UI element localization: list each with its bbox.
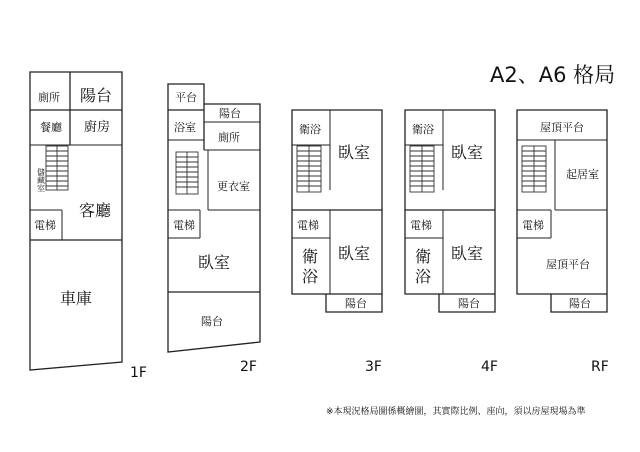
room-label-bath-big-1: 衛 <box>302 247 319 266</box>
staircase <box>410 146 434 192</box>
room-label-toilet: 廁所 <box>218 131 240 144</box>
room-label-elevator: 電梯 <box>410 219 432 232</box>
room-label-balcony-top: 陽台 <box>219 107 241 120</box>
room-label-balcony: 陽台 <box>458 297 480 310</box>
room-label-bath-big-2: 浴 <box>415 267 432 286</box>
room-label-living: 客廳 <box>79 201 112 220</box>
room-label-toilet: 廁所 <box>38 91 60 104</box>
room-label-elevator: 電梯 <box>34 219 56 232</box>
staircase <box>522 146 546 192</box>
room-label-bedroom: 臥室 <box>198 253 231 272</box>
room-label-bedroom-top: 臥室 <box>451 143 484 162</box>
room-label-closet: 更衣室 <box>217 180 250 193</box>
room-label-elevator: 電梯 <box>297 219 319 232</box>
floor-plan-2f <box>168 84 260 375</box>
room-label-sunroom: 起居室 <box>566 168 599 181</box>
floor-label-2f: 2F <box>240 359 257 375</box>
room-label-platform: 平台 <box>175 91 197 104</box>
room-label-roof-platform-bottom: 屋頂平台 <box>546 258 590 271</box>
disclaimer-note: ※本現況格局圖係概繪圖，其實際比例、座向，須以房屋現場為準 <box>326 407 586 417</box>
floor-label-1f: 1F <box>130 365 147 381</box>
room-label-elevator: 電梯 <box>173 219 195 232</box>
room-label-storage: 儲藏室 <box>36 168 46 192</box>
floor-plan-4f <box>405 110 498 375</box>
staircase <box>46 146 68 190</box>
room-label-bath-top: 衛浴 <box>412 123 434 136</box>
room-label-elevator: 電梯 <box>522 219 544 232</box>
room-label-balcony: 陽台 <box>569 297 591 310</box>
plan-title: A2、A6 格局 <box>490 63 616 87</box>
floor-plan-1f <box>30 72 147 381</box>
floor-plan-rf <box>517 110 609 375</box>
room-label-kitchen: 廚房 <box>84 120 111 135</box>
room-label-balcony: 陽台 <box>345 297 367 310</box>
floor-label-rf: RF <box>591 359 609 375</box>
room-label-roof-platform-top: 屋頂平台 <box>540 121 584 134</box>
staircase <box>297 146 321 192</box>
room-label-bath-big-1: 衛 <box>415 247 432 266</box>
room-label-bedroom-bottom: 臥室 <box>451 244 484 263</box>
room-label-bedroom-top: 臥室 <box>338 143 371 162</box>
floor-label-4f: 4F <box>481 359 498 375</box>
floor-plan-3f <box>292 110 382 375</box>
staircase <box>176 152 198 194</box>
floor-label-3f: 3F <box>365 359 382 375</box>
room-label-garage: 車庫 <box>60 289 93 308</box>
room-label-bath: 浴室 <box>174 121 196 134</box>
room-label-balcony-bottom: 陽台 <box>201 315 223 328</box>
room-label-balcony: 陽台 <box>80 86 113 105</box>
room-label-dining: 餐廳 <box>40 121 62 134</box>
room-label-bedroom-bottom: 臥室 <box>338 244 371 263</box>
room-label-bath-top: 衛浴 <box>299 123 321 136</box>
room-label-bath-big-2: 浴 <box>302 267 319 286</box>
